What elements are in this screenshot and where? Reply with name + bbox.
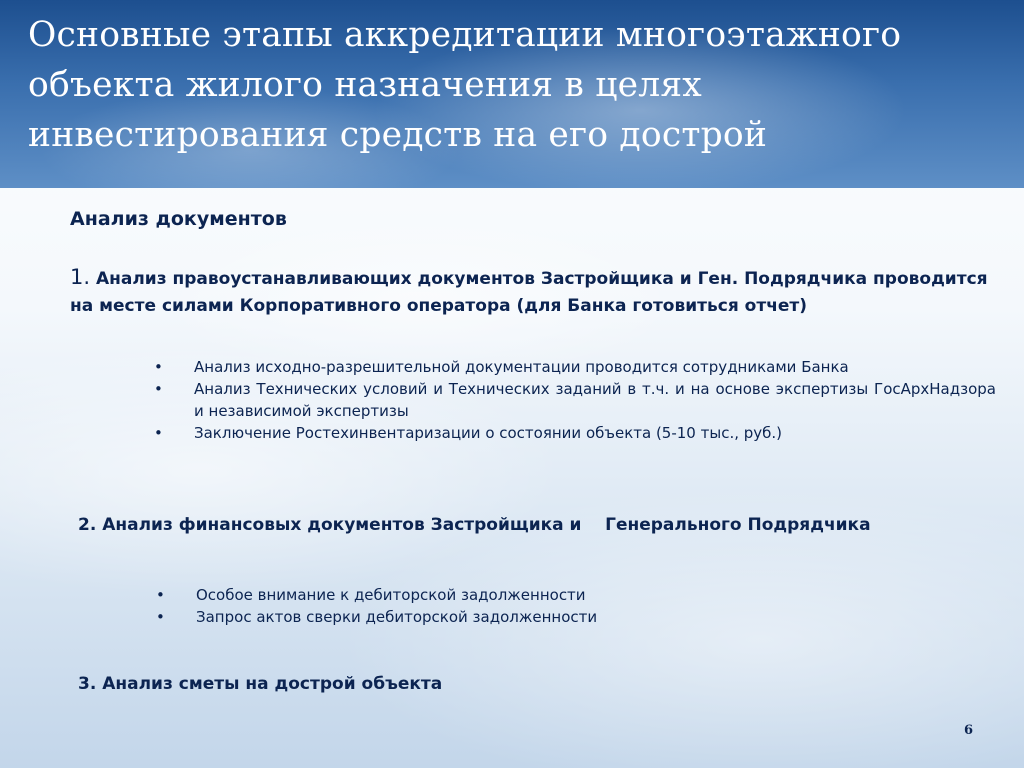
page-number: 6 — [964, 723, 974, 738]
list-item — [154, 422, 996, 444]
bullet-icon: • — [156, 586, 165, 604]
slide-header — [0, 0, 1024, 188]
bullet-icon: • — [154, 358, 163, 376]
slide-title: Основные этапы аккредитации многоэтажного объекта жилого назначения в целях инвестирования средств на его дострой — [28, 15, 902, 155]
section-2-text: 2. Анализ финансовых документов Застройщика и Генерального Подрядчика — [78, 515, 871, 535]
list-item — [156, 606, 856, 628]
slide-content — [0, 188, 1024, 768]
bullet-text: Особое внимание к дебиторской задолженности — [196, 586, 586, 604]
bullet-text: Анализ исходно-разрешительной документации проводится сотрудниками Банка — [194, 358, 849, 376]
bullet-text: Заключение Ростехинвентаризации о состоянии объекта (5-10 тыс., руб.) — [194, 424, 783, 442]
section-1-body: Анализ правоустанавливающих документов Застройщика и Ген. Подрядчика проводится на месте силами Корпоративного оператора (для Банка готовиться отчет) — [70, 269, 988, 316]
bullet-text: Анализ Технических условий и Технических заданий в т.ч. и на основе экспертизы ГосАрхНадзора и независимой экспертизы — [194, 380, 996, 420]
section-2-bullets — [156, 584, 856, 628]
list-item — [154, 356, 996, 378]
section-heading: Анализ документов — [70, 208, 287, 230]
section-1-number: 1. — [70, 265, 91, 289]
list-item — [154, 378, 996, 422]
bullet-icon: • — [154, 424, 163, 442]
bullet-icon: • — [156, 608, 165, 626]
section-1-text — [70, 264, 990, 320]
list-item — [156, 584, 856, 606]
section-3-text: 3. Анализ сметы на дострой объекта — [78, 674, 443, 694]
bullet-text: Запрос актов сверки дебиторской задолженности — [196, 608, 598, 626]
section-1-bullets — [154, 356, 996, 444]
bullet-icon: • — [154, 380, 163, 398]
